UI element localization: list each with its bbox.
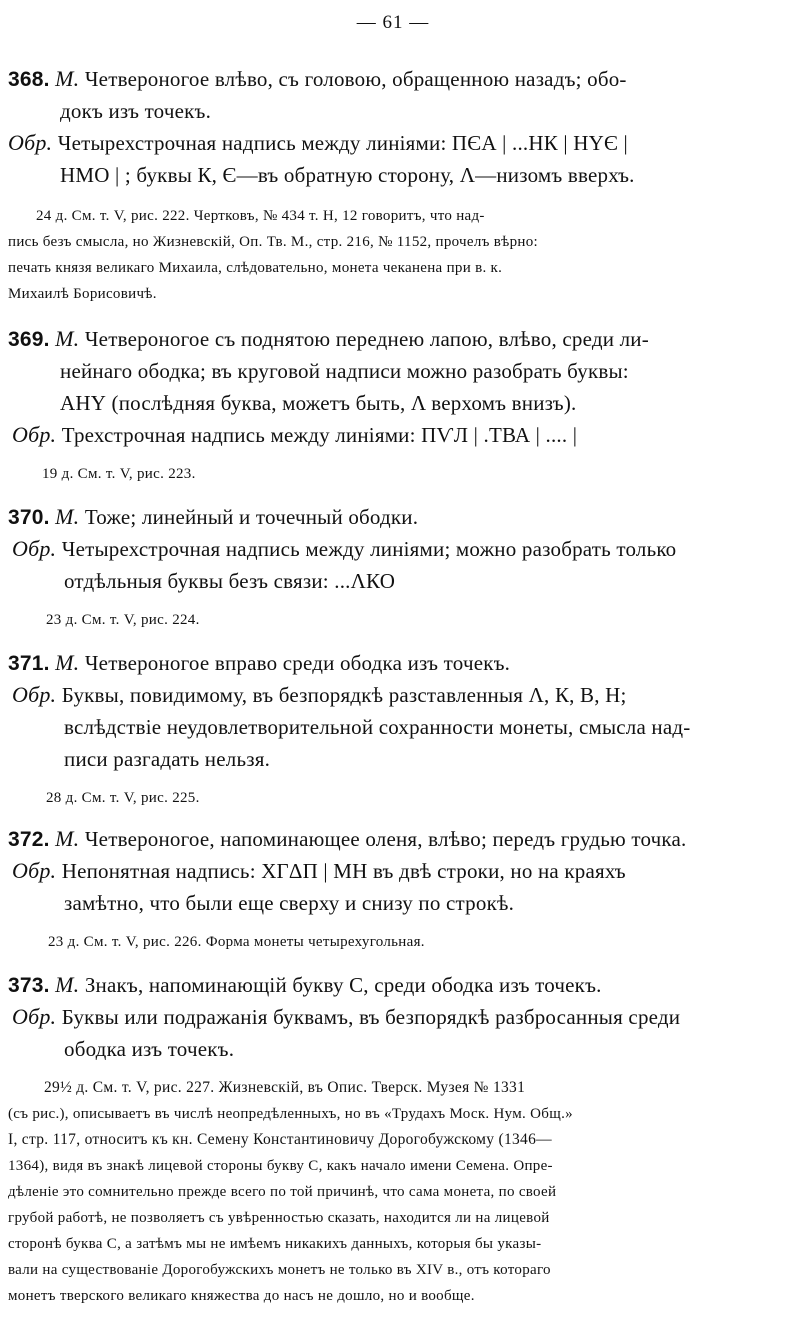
entry-368-note-line-3: печать князя великаго Михаила, слѣдовательно, монета чеканена при в. к.: [8, 260, 503, 276]
entry-368-m-line-2: докъ изъ точекъ.: [60, 99, 212, 123]
entry-369-m-line-3: АНҮ (послѣдняя буква, можетъ быть, Λ верхомъ внизъ).: [60, 391, 577, 415]
reverse-text: Непонятная надпись: ХГΔП | МН въ двѣ строки, но на краяхъ: [61, 859, 626, 883]
entry-372-obr-line-1: [12, 856, 626, 886]
reverse-label: Обр.: [12, 682, 57, 707]
entry-369-m-line-1: [8, 324, 649, 355]
entry-number: 370.: [8, 506, 50, 529]
entry-373-obr-line-1: [12, 1002, 680, 1032]
entry-373-note-line-9: монетъ тверского великаго княжества до насъ не дошло, но и вообще.: [8, 1288, 475, 1304]
reverse-text: Трехстрочная надпись между линіями: ПѴЛ | .ТВА | .... |: [61, 423, 578, 447]
reverse-label: Обр.: [12, 858, 57, 883]
entry-373-note-line-1: 29½ д. См. т. V, рис. 227. Жизневскій, въ Опис. Тверск. Музея № 1331: [44, 1079, 526, 1096]
obverse-label: М.: [55, 650, 80, 675]
entry-373-note-line-8: вали на существованіе Дорогобужскихъ монетъ не только въ XIV в., отъ котораго: [8, 1262, 551, 1278]
entry-368-m-line-1: [8, 64, 627, 95]
obverse-text: Четвероногое влѣво, съ головою, обращенною назадъ; обо-: [84, 67, 627, 91]
entry-372-m-line-1: [8, 824, 686, 855]
reverse-text: Буквы, повидимому, въ безпорядкѣ разставленныя Λ, К, В, Н;: [61, 683, 627, 707]
obverse-label: М.: [55, 66, 80, 91]
entry-368-note-line-4: Михаилѣ Борисовичѣ.: [8, 286, 157, 302]
entry-number: 373.: [8, 974, 50, 997]
entry-number: 368.: [8, 68, 50, 91]
entry-number: 372.: [8, 828, 50, 851]
reverse-label: Обр.: [12, 422, 57, 447]
entry-369-obr-line-1: [12, 420, 577, 450]
entry-373-m-line-1: [8, 970, 602, 1001]
entry-373-note-line-3: I, стр. 117, относитъ къ кн. Семену Константиновичу Дорогобужскому (1346—: [8, 1131, 552, 1148]
obverse-label: М.: [55, 504, 80, 529]
obverse-text: Четвероногое вправо среди ободка изъ точекъ.: [84, 651, 511, 675]
entry-373-note-line-2: (съ рис.), описываетъ въ числѣ неопредѣленныхъ, но въ «Трудахъ Моск. Нум. Общ.»: [8, 1106, 573, 1122]
entry-373-obr-line-2: ободка изъ точекъ.: [64, 1037, 235, 1061]
entry-368-note-line-1: 24 д. См. т. V, рис. 222. Чертковъ, № 434 т. Н, 12 говоритъ, что над-: [36, 208, 485, 224]
entry-371-m-line-1: [8, 648, 510, 679]
obverse-label: М.: [55, 826, 80, 851]
entry-373-note-line-6: грубой работѣ, не позволяетъ съ увѣренностью сказать, находится ли на лицевой: [8, 1210, 550, 1226]
reverse-text: Буквы или подражанія буквамъ, въ безпорядкѣ разбросанныя среди: [61, 1005, 681, 1029]
entry-372-note-line-1: 23 д. См. т. V, рис. 226. Форма монеты четырехугольная.: [48, 934, 425, 950]
obverse-text: Тоже; линейный и точечный ободки.: [84, 505, 419, 529]
reverse-label: Обр.: [12, 1004, 57, 1029]
entry-373-note-line-5: дѣленіе это сомнительно прежде всего по той причинѣ, что сама монета, по своей: [8, 1184, 557, 1200]
entry-number: 369.: [8, 328, 50, 351]
entry-373-note-line-7: сторонѣ буква С, а затѣмъ мы не имѣемъ никакихъ данныхъ, которыя бы указы-: [8, 1236, 542, 1252]
reverse-label: Обр.: [8, 130, 53, 155]
entry-371-note-line-1: 28 д. См. т. V, рис. 225.: [46, 790, 200, 806]
entry-370-obr-line-2: отдѣльныя буквы безъ связи: ...ΛКО: [64, 569, 396, 593]
obverse-text: Знакъ, напоминающій букву С, среди ободка изъ точекъ.: [84, 973, 602, 997]
entry-369-m-line-2: нейнаго ободка; въ круговой надписи можно разобрать буквы:: [60, 359, 629, 383]
entry-371-obr-line-2: вслѣдствіе неудовлетворительной сохранности монеты, смысла над-: [64, 715, 691, 739]
entry-370-note-line-1: 23 д. См. т. V, рис. 224.: [46, 612, 200, 628]
entry-370-obr-line-1: [12, 534, 676, 564]
entry-368-obr-line-2: НМО | ; буквы К, Є—въ обратную сторону, Λ—низомъ вверхъ.: [60, 163, 635, 187]
entry-371-obr-line-3: писи разгадать нельзя.: [64, 747, 271, 771]
entry-number: 371.: [8, 652, 50, 675]
entry-371-obr-line-1: [12, 680, 627, 710]
entry-372-obr-line-2: замѣтно, что были еще сверху и снизу по строкѣ.: [64, 891, 515, 915]
obverse-text: Четвероногое съ поднятою переднею лапою, влѣво, среди ли-: [84, 327, 649, 351]
entry-368-obr-line-1: [8, 128, 628, 158]
obverse-text: Четвероногое, напоминающее оленя, влѣво; передъ грудью точка.: [84, 827, 687, 851]
entry-370-m-line-1: [8, 502, 418, 533]
entry-373-note-line-4: 1364), видя въ знакѣ лицевой стороны букву С, какъ начало имени Семена. Опре-: [8, 1158, 553, 1174]
obverse-label: М.: [55, 326, 80, 351]
entry-369-note-line-1: 19 д. См. т. V, рис. 223.: [42, 466, 196, 482]
obverse-label: М.: [55, 972, 80, 997]
entry-368-note-line-2: пись безъ смысла, но Жизневскій, Оп. Тв. М., стр. 216, № 1152, прочелъ вѣрно:: [8, 234, 538, 250]
reverse-label: Обр.: [12, 536, 57, 561]
page-number: — 61 —: [356, 12, 430, 33]
reverse-text: Четырехстрочная надпись между линіями; можно разобрать только: [61, 537, 677, 561]
reverse-text: Четырехстрочная надпись между линіями: ПЄА | ...НК | НҮЄ |: [57, 131, 628, 155]
